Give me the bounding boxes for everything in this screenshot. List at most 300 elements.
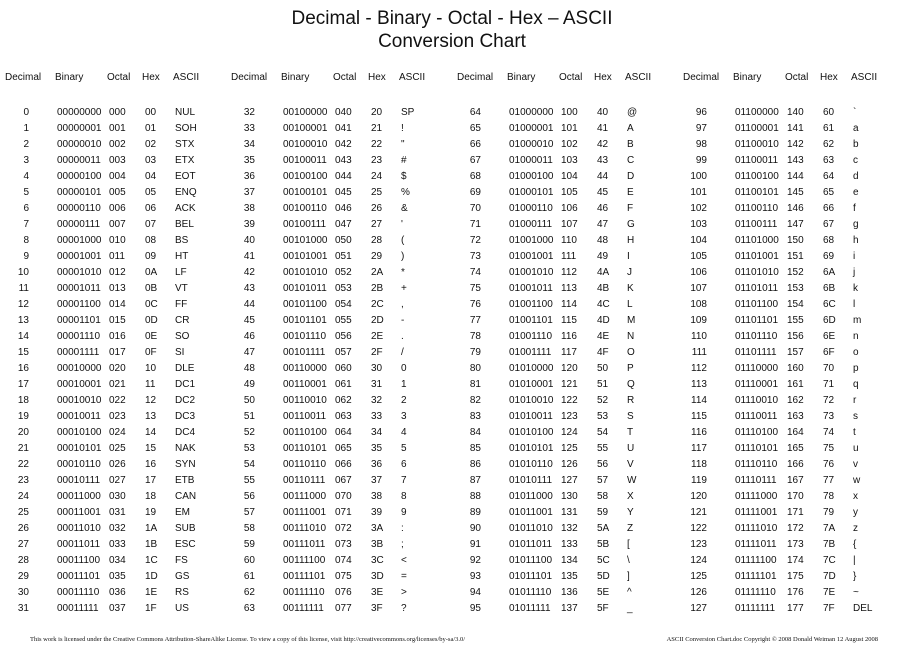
ascii-cell: m [853, 315, 862, 326]
ascii-cell: E [627, 187, 634, 198]
decimal-cell: 120 [690, 491, 707, 502]
decimal-cell: 14 [17, 331, 29, 342]
binary-cell: 01101101 [735, 315, 779, 326]
ascii-cell: ESC [175, 539, 196, 550]
ascii-cell: SYN [175, 459, 196, 470]
octal-cell: 026 [109, 459, 126, 470]
ascii-cell: 8 [401, 491, 407, 502]
octal-cell: 023 [109, 411, 126, 422]
ascii-cell: ` [853, 107, 857, 118]
hex-cell: 6B [823, 283, 836, 294]
column-header-ascii: ASCII [851, 72, 878, 83]
decimal-cell: 65 [469, 123, 481, 134]
ascii-cell: l [853, 299, 856, 310]
hex-cell: 2D [371, 315, 384, 326]
decimal-cell: 98 [695, 139, 707, 150]
binary-cell: 00011010 [57, 523, 101, 534]
decimal-cell: 59 [243, 539, 255, 550]
decimal-cell: 112 [691, 363, 707, 374]
binary-cell: 01011000 [509, 491, 553, 502]
binary-cell: 01010011 [509, 411, 553, 422]
column-header-decimal: Decimal [683, 72, 720, 83]
hex-cell: 01 [145, 123, 157, 134]
decimal-cell: 97 [695, 123, 707, 134]
octal-cell: 061 [335, 379, 352, 390]
hex-cell: 7F [823, 603, 835, 614]
binary-cell: 00110011 [283, 411, 327, 422]
octal-cell: 016 [109, 331, 126, 342]
octal-cell: 165 [787, 443, 804, 454]
chart-title: Decimal - Binary - Octal - Hex – ASCII [291, 8, 613, 29]
octal-cell: 064 [335, 427, 352, 438]
ascii-cell: CR [175, 315, 190, 326]
binary-cell: 00110000 [283, 363, 327, 374]
ascii-cell: VT [175, 283, 188, 294]
binary-cell: 01110100 [735, 427, 779, 438]
column-header-octal: Octal [559, 72, 583, 83]
binary-cell: 01111000 [735, 491, 778, 502]
binary-cell: 01011111 [509, 603, 551, 614]
octal-cell: 031 [109, 507, 126, 518]
binary-cell: 00111100 [283, 555, 326, 566]
hex-cell: 31 [371, 379, 383, 390]
decimal-cell: 18 [17, 395, 29, 406]
ascii-cell: g [853, 219, 859, 230]
ascii-cell: 7 [401, 475, 407, 486]
octal-cell: 067 [335, 475, 352, 486]
decimal-cell: 43 [243, 283, 255, 294]
binary-cell: 01101100 [735, 299, 779, 310]
octal-cell: 020 [109, 363, 126, 374]
hex-cell: 56 [597, 459, 609, 470]
decimal-cell: 126 [690, 587, 707, 598]
ascii-cell: DC2 [175, 395, 196, 406]
decimal-cell: 95 [469, 603, 481, 614]
ascii-cell: } [853, 571, 857, 582]
ascii-cell: A [627, 123, 634, 134]
octal-cell: 144 [787, 171, 804, 182]
binary-cell: 00000000 [57, 107, 102, 118]
hex-cell: 73 [823, 411, 835, 422]
hex-cell: 29 [371, 251, 383, 262]
binary-cell: 01010110 [509, 459, 553, 470]
ascii-cell: [ [627, 539, 630, 550]
binary-cell: 01110000 [735, 363, 779, 374]
binary-cell: 01111100 [735, 555, 777, 566]
hex-cell: 4D [597, 315, 610, 326]
binary-cell: 00101000 [283, 235, 328, 246]
ascii-cell: r [853, 395, 857, 406]
decimal-cell: 68 [469, 171, 481, 182]
hex-cell: 3A [371, 523, 384, 534]
decimal-cell: 115 [691, 411, 707, 422]
ascii-cell: 2 [401, 395, 407, 406]
ascii-cell: : [401, 523, 404, 534]
ascii-cell: N [627, 331, 635, 342]
octal-cell: 017 [109, 347, 126, 358]
binary-cell: 00100110 [283, 203, 327, 214]
hex-cell: 67 [823, 219, 835, 230]
hex-cell: 25 [371, 187, 383, 198]
ascii-cell: X [627, 491, 634, 502]
decimal-cell: 109 [690, 315, 707, 326]
octal-cell: 174 [787, 555, 804, 566]
octal-cell: 000 [109, 107, 126, 118]
hex-cell: 64 [823, 171, 835, 182]
decimal-cell: 26 [17, 523, 29, 534]
decimal-cell: 50 [243, 395, 255, 406]
decimal-cell: 20 [17, 427, 29, 438]
binary-cell: 00111011 [283, 539, 326, 550]
hex-cell: 02 [145, 139, 157, 150]
octal-cell: 013 [109, 283, 126, 294]
decimal-cell: 42 [243, 267, 255, 278]
decimal-cell: 96 [695, 107, 707, 118]
decimal-cell: 77 [469, 315, 481, 326]
octal-cell: 132 [561, 523, 578, 534]
ascii-cell: = [401, 571, 407, 582]
binary-cell: 00100001 [283, 123, 328, 134]
binary-cell: 00010010 [57, 395, 102, 406]
binary-cell: 00001001 [57, 251, 102, 262]
binary-cell: 00001101 [57, 315, 101, 326]
decimal-cell: 90 [469, 523, 481, 534]
octal-cell: 160 [787, 363, 804, 374]
decimal-cell: 16 [17, 363, 29, 374]
decimal-cell: 29 [17, 571, 29, 582]
octal-cell: 075 [335, 571, 352, 582]
hex-cell: 13 [145, 411, 157, 422]
decimal-cell: 88 [469, 491, 481, 502]
ascii-cell: ' [401, 219, 403, 230]
ascii-cell: p [853, 363, 859, 374]
octal-cell: 053 [335, 283, 352, 294]
octal-cell: 122 [561, 395, 578, 406]
binary-cell: 00101010 [283, 267, 328, 278]
octal-cell: 006 [109, 203, 126, 214]
ascii-cell: G [627, 219, 635, 230]
binary-cell: 01100111 [735, 219, 778, 230]
ascii-cell: / [401, 347, 404, 358]
binary-cell: 01100011 [735, 155, 779, 166]
hex-cell: 76 [823, 459, 835, 470]
column-header-ascii: ASCII [625, 72, 652, 83]
column-header-octal: Octal [785, 72, 809, 83]
hex-cell: 65 [823, 187, 835, 198]
binary-cell: 01100010 [735, 139, 779, 150]
octal-cell: 103 [561, 155, 578, 166]
hex-cell: 7A [823, 523, 836, 534]
column-header-binary: Binary [281, 72, 310, 83]
ascii-cell: a [853, 123, 859, 134]
hex-cell: 7D [823, 571, 836, 582]
octal-cell: 151 [787, 251, 804, 262]
binary-cell: 01000000 [509, 107, 554, 118]
decimal-cell: 0 [23, 107, 29, 118]
binary-cell: 00101011 [283, 283, 327, 294]
ascii-cell: t [853, 427, 856, 438]
decimal-cell: 19 [17, 411, 29, 422]
octal-cell: 125 [561, 443, 578, 454]
decimal-cell: 36 [243, 171, 255, 182]
hex-cell: 60 [823, 107, 835, 118]
binary-cell: 00010000 [57, 363, 102, 374]
octal-cell: 123 [561, 411, 578, 422]
decimal-cell: 94 [469, 587, 481, 598]
ascii-cell: STX [175, 139, 195, 150]
binary-cell: 00010101 [57, 443, 102, 454]
decimal-cell: 91 [469, 539, 481, 550]
binary-cell: 00100111 [283, 219, 327, 230]
octal-cell: 052 [335, 267, 352, 278]
decimal-cell: 53 [243, 443, 255, 454]
decimal-cell: 61 [243, 571, 255, 582]
decimal-cell: 125 [690, 571, 707, 582]
binary-cell: 01000010 [509, 139, 554, 150]
decimal-cell: 2 [23, 139, 29, 150]
ascii-cell: < [401, 555, 407, 566]
decimal-cell: 22 [17, 459, 29, 470]
binary-cell: 01000001 [509, 123, 554, 134]
octal-cell: 131 [561, 507, 578, 518]
decimal-cell: 113 [691, 379, 707, 390]
decimal-cell: 30 [17, 587, 29, 598]
binary-cell: 00001110 [57, 331, 101, 342]
octal-cell: 141 [787, 123, 804, 134]
hex-cell: 70 [823, 363, 835, 374]
column-header-hex: Hex [820, 72, 838, 83]
binary-cell: 00101101 [283, 315, 327, 326]
hex-cell: 55 [597, 443, 609, 454]
decimal-cell: 116 [691, 427, 707, 438]
hex-cell: 77 [823, 475, 835, 486]
binary-cell: 01110110 [735, 459, 778, 470]
decimal-cell: 49 [243, 379, 255, 390]
decimal-cell: 34 [243, 139, 255, 150]
decimal-cell: 73 [469, 251, 481, 262]
decimal-cell: 100 [690, 171, 707, 182]
binary-cell: 01101011 [735, 283, 779, 294]
octal-cell: 060 [335, 363, 352, 374]
octal-cell: 010 [109, 235, 126, 246]
binary-cell: 01011101 [509, 571, 553, 582]
ascii-cell: ) [401, 251, 405, 262]
decimal-cell: 84 [469, 427, 481, 438]
ascii-cell: Y [627, 507, 634, 518]
hex-cell: 15 [145, 443, 157, 454]
decimal-cell: 48 [243, 363, 255, 374]
octal-cell: 076 [335, 587, 352, 598]
column-header-ascii: ASCII [173, 72, 200, 83]
ascii-cell: " [401, 139, 405, 150]
decimal-cell: 79 [469, 347, 481, 358]
ascii-cell: ETX [175, 155, 195, 166]
octal-cell: 162 [787, 395, 804, 406]
decimal-cell: 104 [690, 235, 707, 246]
hex-cell: 6C [823, 299, 836, 310]
decimal-cell: 58 [243, 523, 255, 534]
octal-cell: 047 [335, 219, 352, 230]
ascii-cell: DC1 [175, 379, 196, 390]
ascii-cell: ; [401, 539, 404, 550]
octal-cell: 037 [109, 603, 126, 614]
column-header-hex: Hex [368, 72, 386, 83]
octal-cell: 175 [787, 571, 804, 582]
binary-cell: 01000110 [509, 203, 553, 214]
octal-cell: 077 [335, 603, 352, 614]
octal-cell: 116 [561, 331, 577, 342]
ascii-cell: D [627, 171, 635, 182]
binary-cell: 01111010 [735, 523, 778, 534]
decimal-cell: 102 [690, 203, 707, 214]
ascii-cell: DC4 [175, 427, 196, 438]
octal-cell: 045 [335, 187, 352, 198]
octal-cell: 055 [335, 315, 352, 326]
ascii-cell: EOT [175, 171, 196, 182]
binary-cell: 01110111 [735, 475, 777, 486]
binary-cell: 01101111 [735, 347, 777, 358]
hex-cell: 66 [823, 203, 835, 214]
ascii-cell: 3 [401, 411, 407, 422]
hex-cell: 43 [597, 155, 609, 166]
octal-cell: 012 [109, 267, 126, 278]
ascii-cell: @ [627, 107, 638, 118]
octal-cell: 024 [109, 427, 126, 438]
octal-cell: 032 [109, 523, 126, 534]
hex-cell: 7E [823, 587, 836, 598]
decimal-cell: 71 [469, 219, 481, 230]
ascii-cell: j [853, 267, 856, 278]
binary-cell: 01101000 [735, 235, 779, 246]
octal-cell: 111 [561, 251, 577, 262]
hex-cell: 11 [145, 379, 156, 390]
ascii-cell: 9 [401, 507, 407, 518]
binary-cell: 00101001 [283, 251, 328, 262]
hex-cell: 54 [597, 427, 609, 438]
ascii-cell: f [853, 203, 856, 214]
octal-cell: 120 [561, 363, 578, 374]
ascii-cell: h [853, 235, 859, 246]
octal-cell: 110 [561, 235, 577, 246]
hex-cell: 20 [371, 107, 383, 118]
octal-cell: 146 [787, 203, 804, 214]
ascii-cell: DEL [853, 603, 873, 614]
hex-cell: 69 [823, 251, 835, 262]
octal-cell: 070 [335, 491, 352, 502]
octal-cell: 117 [561, 347, 577, 358]
binary-cell: 01101110 [735, 331, 778, 342]
octal-cell: 112 [561, 267, 577, 278]
binary-cell: 01010000 [509, 363, 554, 374]
hex-cell: 62 [823, 139, 835, 150]
octal-cell: 054 [335, 299, 352, 310]
octal-cell: 033 [109, 539, 126, 550]
octal-cell: 066 [335, 459, 352, 470]
hex-cell: 36 [371, 459, 383, 470]
document-credit: ASCII Conversion Chart.doc Copyright © 2008 Donald Weiman 12 August 2008 [666, 636, 878, 643]
ascii-cell: b [853, 139, 859, 150]
binary-cell: 00000110 [57, 203, 101, 214]
octal-cell: 164 [787, 427, 804, 438]
hex-cell: 0E [145, 331, 158, 342]
hex-cell: 79 [823, 507, 835, 518]
hex-cell: 53 [597, 411, 609, 422]
octal-cell: 166 [787, 459, 804, 470]
binary-cell: 01101001 [735, 251, 779, 262]
octal-cell: 140 [787, 107, 804, 118]
hex-cell: 3C [371, 555, 384, 566]
ascii-cell: . [401, 331, 404, 342]
ascii-cell: Q [627, 379, 635, 390]
hex-cell: 0F [145, 347, 157, 358]
ascii-cell: d [853, 171, 859, 182]
hex-cell: 05 [145, 187, 157, 198]
octal-cell: 150 [787, 235, 804, 246]
binary-cell: 00100000 [283, 107, 328, 118]
hex-cell: 32 [371, 395, 383, 406]
decimal-cell: 92 [469, 555, 481, 566]
decimal-cell: 52 [243, 427, 255, 438]
hex-cell: 4C [597, 299, 610, 310]
ascii-cell: x [853, 491, 858, 502]
hex-cell: 19 [145, 507, 157, 518]
hex-cell: 22 [371, 139, 383, 150]
hex-cell: 46 [597, 203, 609, 214]
binary-cell: 01001110 [509, 331, 553, 342]
decimal-cell: 119 [691, 475, 707, 486]
decimal-cell: 64 [469, 107, 481, 118]
ascii-cell: R [627, 395, 635, 406]
ascii-cell: | [853, 555, 856, 566]
ascii-cell: V [627, 459, 634, 470]
hex-cell: 72 [823, 395, 835, 406]
ascii-cell: s [853, 411, 858, 422]
binary-cell: 01101010 [735, 267, 779, 278]
decimal-cell: 67 [469, 155, 481, 166]
ascii-cell: - [401, 315, 405, 326]
hex-cell: 45 [597, 187, 609, 198]
ascii-cell: SO [175, 331, 190, 342]
ascii-cell: 0 [401, 363, 407, 374]
binary-cell: 00001100 [57, 299, 101, 310]
decimal-cell: 41 [243, 251, 255, 262]
octal-cell: 036 [109, 587, 126, 598]
binary-cell: 00111111 [283, 603, 324, 614]
octal-cell: 121 [561, 379, 578, 390]
binary-cell: 00110101 [283, 443, 327, 454]
ascii-cell: w [853, 475, 861, 486]
license-note: This work is licensed under the Creative Commons Attribution-ShareAlike License. To view a copy of this license, visit http://creativecommons.org/licenses/by-sa/3.0/ [30, 636, 466, 643]
ascii-cell: T [627, 427, 634, 438]
octal-cell: 044 [335, 171, 352, 182]
hex-cell: 5D [597, 571, 610, 582]
ascii-cell: & [401, 203, 408, 214]
binary-cell: 00001010 [57, 267, 102, 278]
ascii-cell: ? [401, 603, 407, 614]
binary-cell: 00000101 [57, 187, 102, 198]
octal-cell: 167 [787, 475, 804, 486]
decimal-cell: 37 [243, 187, 255, 198]
hex-cell: 0A [145, 267, 158, 278]
ascii-cell: LF [175, 267, 187, 278]
decimal-cell: 80 [469, 363, 481, 374]
binary-cell: 00011111 [57, 603, 99, 614]
decimal-cell: 111 [691, 347, 707, 358]
hex-cell: 12 [145, 395, 157, 406]
binary-cell: 00000111 [57, 219, 101, 230]
binary-cell: 00000010 [57, 139, 102, 150]
column-header-decimal: Decimal [231, 72, 268, 83]
